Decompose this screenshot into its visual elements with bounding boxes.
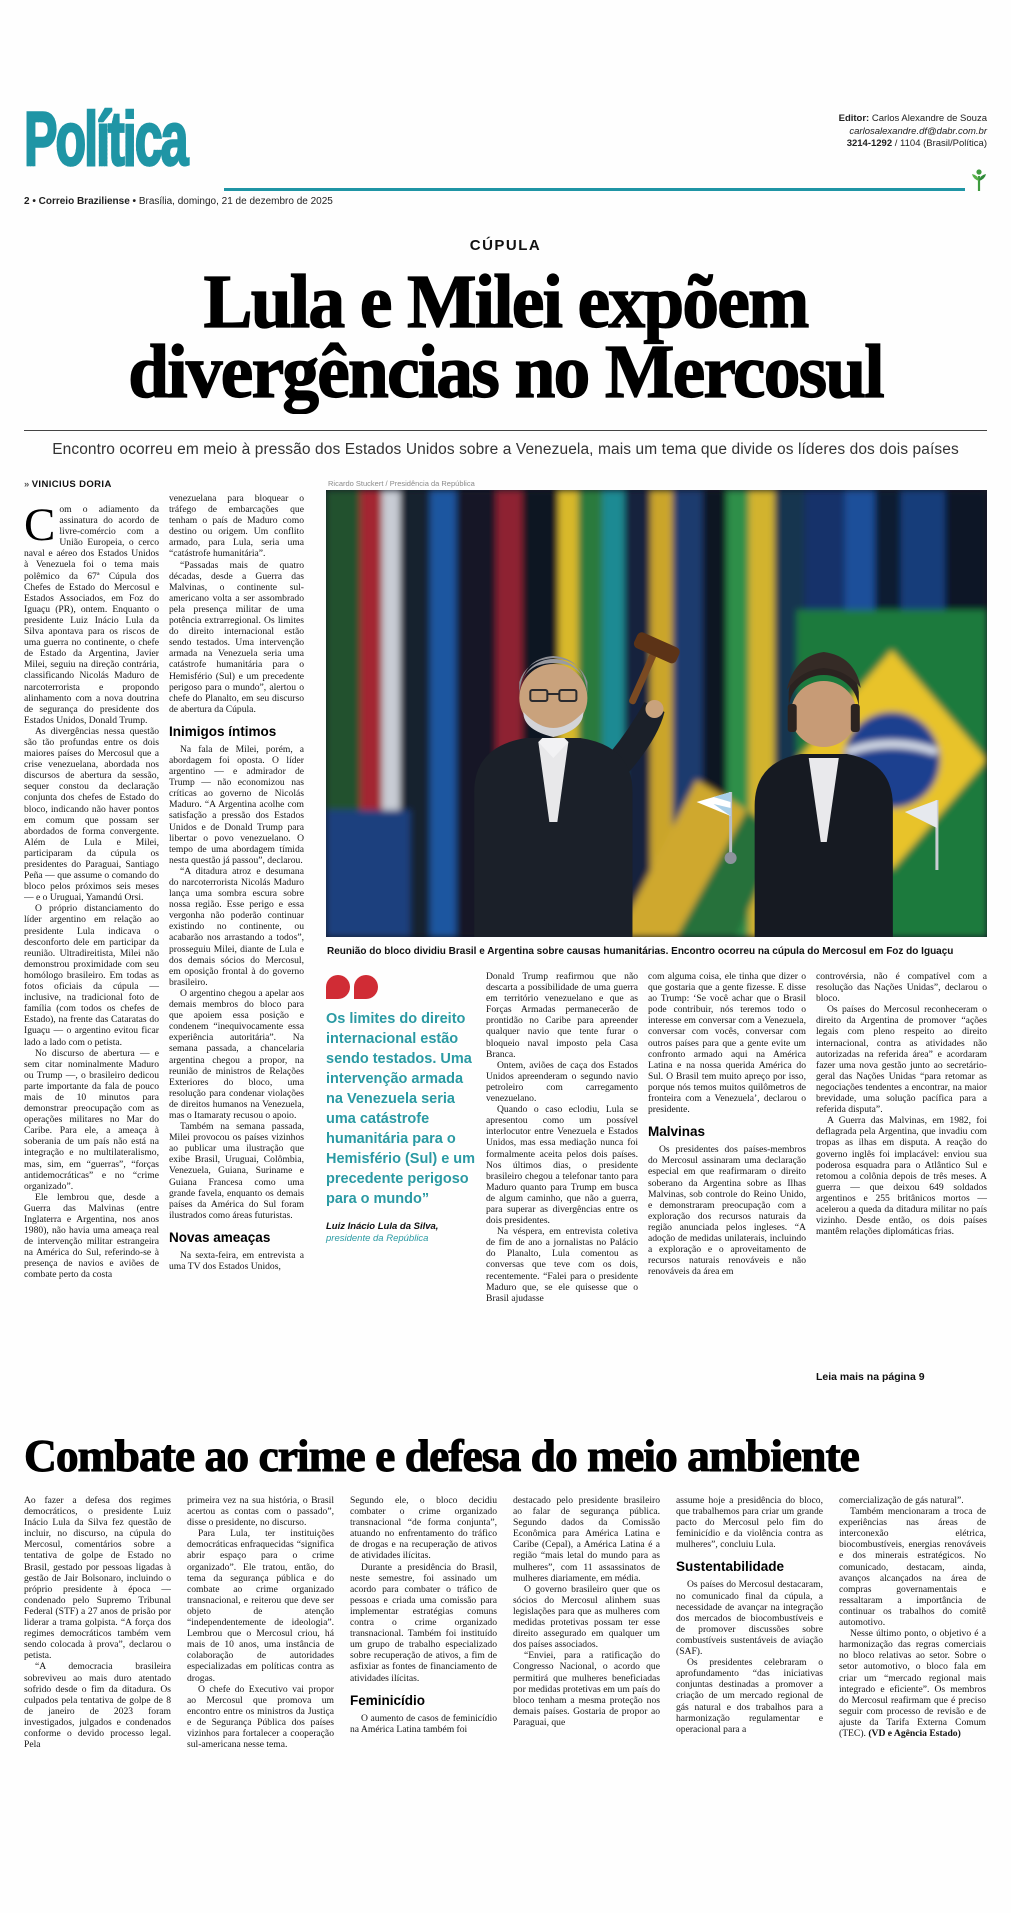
quote-mark-icon: [354, 975, 378, 999]
paragraph: A Guerra das Malvinas, em 1982, foi deflagrada pela Argentina, que invadiu com tropas as ilhas em disputa. A reação do governo inglês foi implacável: enviou sua poderosa esquadra para o Atlântico Sul e retomou a colônia depois de três meses. A guerra — que deixou 649 soldados argentinos e 255 britânicos mortos — acelerou a queda da ditadura militar no país vizinho. Desde então, os dois países mantêm relações diplomáticas frias.: [816, 1115, 987, 1238]
paragraph: “A democracia brasileira sobreviveu ao mais duro atentado sofrido desde o fim da ditadura. Os culpados pela tentativa de golpe de 8 de janeiro de 2023 foram investigados, julgados e condenados conforme o devido processo legal. Pela: [24, 1661, 171, 1751]
second-column-4: [513, 1495, 660, 1763]
lead-subhead: Encontro ocorreu em meio à pressão dos Estados Unidos sobre a Venezuela, mais um tema que divide os líderes dos dois países: [52, 441, 959, 458]
paragraph: Os países do Mercosul reconheceram o direito da Argentina de promover “ações legais com pleno respeito ao direito internacional, contra as atividades não autorizadas na referida área” e acordaram fazer uma nova gestão junto ao secretário-geral das Nações Unidas “para retomar as negociações tendentes a encontrar, na maior brevidade, uma solução pacífica para a referida disputa”.: [816, 1004, 987, 1116]
photo-area: [326, 479, 987, 1407]
photo-caption: Reunião do bloco dividiu Brasil e Argentina sobre causas humanitárias. Encontro ocorreu na cúpula do Mercosul em Foz do Iguaçu: [327, 946, 954, 957]
pull-quote-role: presidente da República: [326, 1233, 429, 1245]
quote-marks-icon: [326, 975, 476, 999]
paragraph: O aumento de casos de feminicídio na América Latina também foi: [350, 1712, 497, 1735]
paragraph: Também na semana passada, Milei provocou os países vizinhos ao publicar uma ilustração que exibe Brasil, Uruguai, Colômbia, Venezuela, Guiana, Suriname e Guiana Francesa como uma grande favela, enquanto os demais países da América do Sul foram ilustrados como áreas futuristas.: [169, 1121, 304, 1221]
lead-headline-line1: Lula e Milei expõem: [203, 260, 808, 345]
under-photo-row: [326, 971, 987, 1383]
subhead-novas-ameacas: Novas ameaças: [169, 1229, 271, 1245]
header: [24, 97, 987, 182]
second-column-2: [187, 1495, 334, 1763]
editor-phone-line: [839, 138, 987, 150]
kicker: CÚPULA: [469, 237, 542, 255]
paragraph: “Enviei, para a ratificação do Congresso Nacional, o acordo que permitirá que mulheres beneficiadas por medidas protetivas em um país do bloco tenham a mesma proteção nos demais países. Gostaria de propor ao Paraguai, que: [513, 1650, 660, 1728]
subhead-feminicidio: Feminicídio: [350, 1692, 426, 1708]
second-column-3: [350, 1495, 497, 1763]
editor-name: Carlos Alexandre de Souza: [871, 113, 987, 125]
paragraph: Para Lula, ter instituições democráticas enfraquecidas “significa abrir espaço para o crime organizado”. Ele tratou, então, do tema da segurança pública e do combate ao crime organizado transnacional, e reiterou que deve ser objeto de atenção “independentemente de ideologia”. Lembrou que o Mercosul criou, há mais de 10 anos, uma instância de colaboração de autoridades especializadas em políticas contra as drogas.: [187, 1528, 334, 1684]
paragraph: Os países do Mercosul destacaram, no comunicado final da cúpula, a necessidade de avançar na integração dos mercados de biocombustíveis e de promover discussões sobre combustíveis sustentáveis de aviação (SAF).: [676, 1579, 823, 1658]
subhead-malvinas: Malvinas: [648, 1124, 706, 1140]
second-article-body: [24, 1495, 987, 1763]
second-column-5: [676, 1495, 823, 1763]
editor-email: carlosalexandre.df@dabr.com.br: [849, 125, 987, 137]
paragraph: Na véspera, em entrevista coletiva de fim de ano a jornalistas no Palácio do Planalto, Lula comentou as conversas que teve com os dois, recentemente. “Falei para o presidente Maduro que, se ele quisesse que o Brasil ajudasse: [486, 1226, 638, 1304]
quote-mark-icon: [326, 975, 350, 999]
subhead-inimigos-intimos: Inimigos íntimos: [169, 723, 277, 739]
paragraph: O governo brasileiro quer que os sócios do Mercosul alinhem suas legislações para que as mulheres com medidas protetivas possam ter esse direito assegurado em qualquer um dos países associados.: [513, 1583, 660, 1651]
sprout-icon: [971, 168, 987, 192]
byline: [24, 479, 159, 490]
paragraph: Ao fazer a defesa dos regimes democráticos, o presidente Luiz Inácio Lula da Silva fez questão de incluir, no discurso, na cúpula do Mercosul, comentários sobre a tentativa de golpe de Estado no Brasil, gestado por pessoas ligadas à gestão de Jair Bolsonaro, incluindo o próprio presidente à época — condenado pelo Supremo Tribunal Federal (STF) a 27 anos de prisão por liderar a trama golpista. “A força dos regimes democráticos também vem sendo colocada à prova”, declarou o petista.: [24, 1495, 171, 1662]
dateline-date: Brasília, domingo, 21 de dezembro de 2025: [136, 196, 333, 208]
paragraph: Donald Trump reafirmou que não descarta a possibilidade de uma guerra em território venezuelano e que as Forças Armadas permanecerão de prontidão no Caribe para apreender qualquer navio que tente furar o bloqueio naval imposto pela Casa Branca.: [486, 971, 638, 1060]
blue-panel: [326, 810, 410, 937]
byline-name: VINICIUS DORIA: [31, 479, 112, 490]
editor-block: [839, 113, 987, 176]
paragraph: Os presidentes celebraram o aprofundamento “das iniciativas conjuntas destinadas a promover a criação de um mercado regional de gás natural e dos trabalhos para a harmonização regulamentar e operacional para a: [676, 1657, 823, 1735]
dateline-paper: 2 • Correio Braziliense •: [24, 196, 137, 208]
paragraph: [839, 1628, 986, 1739]
paragraph: comercialização de gás natural”.: [839, 1495, 964, 1506]
second-headline: Combate ao crime e defesa do meio ambiente: [24, 1430, 859, 1481]
paragraph: [24, 499, 159, 726]
header-rule: [224, 188, 965, 191]
second-column-1: [24, 1495, 171, 1763]
paragraph: O chefe do Executivo vai propor ao Mercosul que promova um encontro entre os ministros da Justiça e de Segurança Pública dos países vizinhos para fortalecer a cooperação sul-americana nesse tema.: [187, 1683, 334, 1751]
summit-photo: [326, 490, 987, 937]
byline-marker-icon: »: [24, 479, 30, 490]
paragraph-text: om o adiamento da assinatura do acordo de livre-comércio com a União Europeia, o cerco naval e aéreo dos Estados Unidos à Venezuela foi o tema mais polêmico da 67ª Cúpula dos Chefes de Estado do Mercosul e Estados Associados, em Foz do Iguaçu (PR), ontem. Enquanto o presidente Luiz Inácio Lula da Silva apontava para os riscos de uma guerra no continente, o chefe de Estado da Argentina, Javier Milei, seguiu na direção contrária, classificando Nicolás Maduro de narcoterrorista e propondo alinhamento com a nova doutrina de segurança do presidente dos Estados Unidos, Donald Trump.: [24, 504, 159, 726]
paragraph: Ele lembrou que, desde a Guerra das Malvinas (entre Inglaterra e Argentina, nos anos 1980), não havia uma ameaça real de intervenção militar estrangeira na América do Sul, referindo-se à presença de navios e aviões de combate perto da costa: [24, 1191, 159, 1281]
paragraph: Também mencionaram a troca de experiências nas áreas de interconexão elétrica, biocombustíveis, energias renováveis e dos minerais estratégicos. No comunicado, destacam, ainda, avanços alcançados na área de compras governamentais e ressaltaram a importância de continuar os trabalhos do comitê automotivo.: [839, 1506, 986, 1629]
pull-quote: [326, 971, 476, 1383]
editor-phone: 3214-1292: [846, 137, 893, 149]
lead-column-5-text: [816, 971, 987, 1363]
paragraph: “A ditadura atroz e desumana do narcoterrorista Nicolás Maduro lança uma sombra escura sobre nossa região. Esse perigo e essa vergonha não poderão continuar existindo no continente, ou acabarão nos arrastando a todos”, prosseguiu Milei, diante de Lula e dos demais sócios do Mercosul, em oposição frontal à do governo brasileiro.: [169, 865, 304, 988]
pull-quote-text: Os limites do direito internacional estão sendo testados. Uma intervenção armada na Venezuela seria uma catástrofe humanitária para o Hemisfério (Sul) e um precedente perigoso para o mundo”: [326, 1011, 476, 1207]
page-content: [0, 97, 1011, 1763]
paragraph: O próprio distanciamento do líder argentino em relação ao presidente Lula indicava o desconforto dele em participar da reunião. Ultradireitista, Milei não demonstrou proximidade com seu homólogo brasileiro. Em todas as fotos oficiais da cúpula — inclusive, na tradicional foto de família (com todos os chefes de Estado), na frente das Cataratas do Iguaçu — o argentino evitou ficar lado a lado com o petista.: [24, 903, 159, 1048]
lead-column-4: [648, 971, 806, 1383]
second-column-6: [839, 1495, 986, 1763]
paragraph: com alguma coisa, ele tinha que dizer o que gostaria que a gente fizesse. E disse ao Trump: ‘Se você achar que o Brasil pode contribuir, nós teremos todo o interesse em conversar com a Venezuela, conversar com vocês, conversar com outros países para que a gente evite um confronto armado aqui na América Latina e na nossa querida América do Sul. O Brasil tem muito apreço por isso, porque nós temos muitos quilômetros de fronteira com a Venezuela’, declarou o presidente.: [648, 971, 806, 1116]
paragraph: O argentino chegou a apelar aos demais membros do bloco para que apoiem essa posição e condenem “inequivocamente essa experiência autoritária”. Na semana passada, a chancelaria argentina chegou a propor, na reunião de ministros de Relações Exteriores do bloco, uma resolução para condenar violações de direitos humanos na Venezuela, mas o Itamaraty recusou o apoio.: [169, 987, 304, 1121]
paragraph: Os presidentes dos países-membros do Mercosul assinaram uma declaração especial em que reafirmaram o direito soberano da Argentina sobre as Ilhas Malvinas, sob controle do Reino Unido, e demonstraram preocupação com a exploração dos recursos naturais da região anunciada pelos ingleses. “A adoção de medidas unilaterais, incluindo a exploração e o aproveitamento de recursos naturais renováveis e não renováveis da área em: [648, 1144, 806, 1278]
pull-quote-author: Luiz Inácio Lula da Silva,: [326, 1221, 439, 1232]
lead-column-5: [816, 971, 987, 1383]
subhead-sustentabilidade: Sustentabilidade: [676, 1559, 785, 1575]
lead-column-1: [24, 479, 159, 1407]
paragraph: venezuelana para bloquear o tráfego de embarcações que tenham o país de Maduro como destino ou origem. Um conflito armado, para Lula, seria uma “catástrofe humanitária”.: [169, 493, 304, 560]
editor-label: Editor:: [838, 113, 870, 125]
paragraph: Durante a presidência do Brasil, neste semestre, foi assinado um acordo para combater o tráfico de pessoas e criada uma comissão para implementar estratégias comuns contra o crime organizado transnacional. Também foi instituído um grupo de trabalho especializado sobre recuperação de ativos, a fim de asfixiar as fontes de financiamento de atividades ilícitas.: [350, 1561, 497, 1684]
lead-headline: [38, 260, 972, 415]
paragraph: Na sexta-feira, em entrevista a uma TV dos Estados Unidos,: [169, 1249, 304, 1272]
photo-credit: Ricardo Stuckert / Presidência da República: [328, 479, 475, 488]
paragraph: “Passadas mais de quatro décadas, desde a Guerra das Malvinas, o continente sul-americano volta a ser assombrado pela presença militar de uma potência extrarregional. Os limites do direito internacional estão sendo testados. Uma intervenção armada na Venezuela seria uma catástrofe humanitária para o Hemisfério (Sul) e um precedente perigoso para o mundo”, alertou o chefe do Planalto, em seu discurso de abertura da Cúpula.: [169, 559, 304, 715]
read-more-link: Leia mais na página 9: [816, 1371, 925, 1383]
paragraph: assume hoje a presidência do bloco, que trabalhemos para criar um grande pacto do Mercosul pelo fim do feminicídio e da violência contra as mulheres”, concluiu Lula.: [676, 1495, 823, 1551]
section-title: Política: [24, 97, 187, 182]
dateline: [24, 196, 987, 207]
paragraph: controvérsia, não é compatível com a resolução das Nações Unidas”, declarou o bloco.: [816, 971, 987, 1005]
paragraph: No discurso de abertura — e sem citar nominalmente Maduro ou Trump —, o brasileiro dedicou parte importante da fala de pouco mais de 10 minutos para demonstrar preocupação com as operações militares no Mar do Caribe. Para ele, a ameaça à soberania de um país não está na integração e no multilateralismo, mas, sim, em “guerras”, “forças antidemocráticas” e no “crime organizado”.: [24, 1047, 159, 1192]
editor-line: [839, 113, 987, 125]
paragraph: Na fala de Milei, porém, a abordagem foi oposta. O líder argentino — e admirador de Trump — não economizou nas críticas ao governo de Nicolás Maduro. “A Argentina acolhe com satisfação a pressão dos Estados Unidos e de Donald Trump para libertar o povo venezuelano. O tempo de uma abordagem tímida nesta questão já passou”, declarou.: [169, 743, 304, 866]
summit-photo-illustration: [326, 490, 987, 937]
lead-headline-line2: divergências no Mercosul: [128, 330, 883, 415]
paragraph: primeira vez na sua história, o Brasil acertou as contas com o passado”, disse o presidente, no discurso.: [187, 1495, 334, 1529]
editor-extension: / 1104 (Brasil/Política): [894, 137, 987, 149]
lead-column-2: [169, 479, 304, 1407]
paragraph-text: Nesse último ponto, o objetivo é a harmonização das regras comerciais no bloco relativas ao setor. Sobre o setor automotivo, o bloco fala em criar um “mercado regional mais integrado e eficiente”. Os membros do Mercosul reafirmam que é preciso seguir com processo de revisão e de ajuste da Tarifa Externa Comum (TEC).: [839, 1628, 986, 1739]
paragraph: Segundo ele, o bloco decidiu combater o crime organizado transnacional “de forma conjunta”, atuando no enfrentamento do tráfico de drogas e na recuperação de ativos de atividades ilícitas.: [350, 1495, 497, 1562]
paragraph: As divergências nessa questão são tão profundas entre os dois maiores países do Mercosul que a crise venezuelana, abordada nos discursos de abertura da sessão, sequer constou da declaração conjunta dos chefes de Estado do bloco, indicando não haver pontos em comum que possam ser abordados de forma convergente. Além de Lula e Milei, participaram da cúpula os presidentes do Paraguai, Santiago Peña — que assume o comando do bloco pelos próximos seis meses — e o Uruguai, Yamandú Orsi.: [24, 725, 159, 904]
paragraph: Ontem, aviões de caça dos Estados Unidos apreenderam o segundo navio petroleiro com carregamento venezuelano.: [486, 1059, 638, 1105]
paragraph: destacado pelo presidente brasileiro ao falar de segurança pública. Segundo dados da Comissão Econômica para América Latina e Caribe (Cepal), a América Latina é a região “mais letal do mundo para as mulheres”, com 11 assassinatos de mulheres diariamente, em média.: [513, 1495, 660, 1584]
agency-credit: (VD e Agência Estado): [868, 1727, 961, 1739]
drop-cap: C: [24, 499, 56, 551]
paragraph: Quando o caso eclodiu, Lula se apresentou como um possível interlocutor entre Venezuela e Estados Unidos, mas essa mediação nunca foi formalmente aceita pelos dois países. Nos últimos dias, o presidente brasileiro chegou a telefonar tanto para Maduro quanto para Trump em busca de algum caminho, que não a guerra, para superar as divergências entre os dois presidentes.: [486, 1104, 638, 1227]
lead-body: [24, 479, 987, 1407]
lead-column-3: [486, 971, 638, 1383]
